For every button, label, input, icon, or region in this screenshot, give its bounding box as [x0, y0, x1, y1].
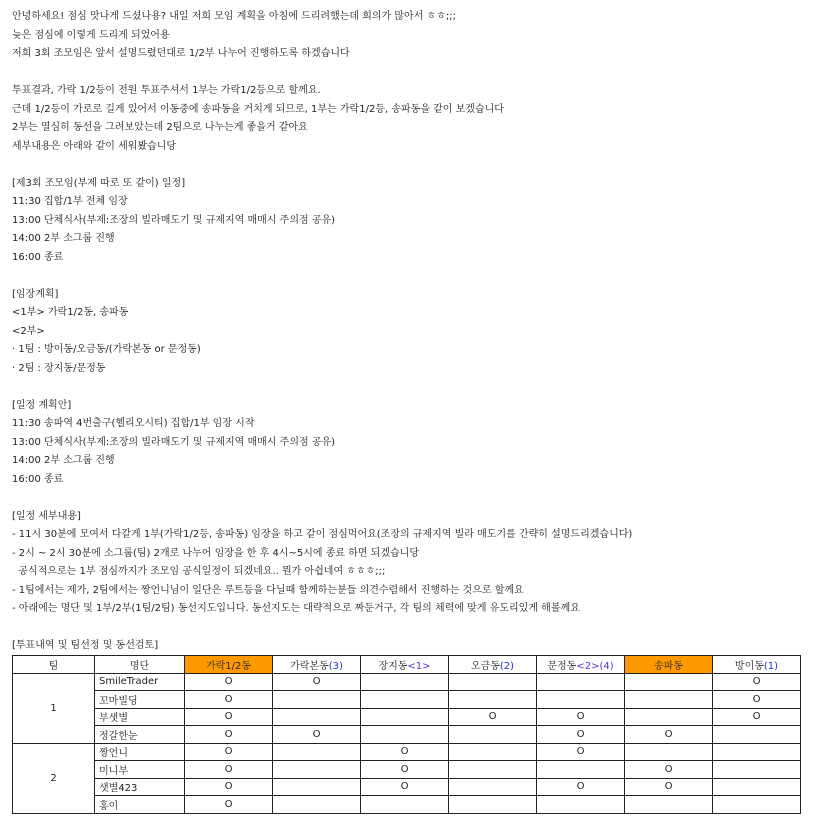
header-team: 팀: [13, 656, 95, 674]
plan-item: · 1팀 : 방이동/오금동/(가락본동 or 문정동): [12, 344, 201, 355]
table-header-row: [13, 656, 801, 674]
schedule-item: 16:00 종료: [12, 251, 64, 263]
vote-mark-cell: [273, 761, 361, 779]
schedule-item: 14:00 2부 소그룹 진행: [12, 233, 115, 244]
vote-mark-cell: O: [361, 778, 449, 796]
vote-note-line: 투표결과, 가락 1/2등이 전원 투표주셔서 1부는 가락1/2등으로 할께요.: [12, 85, 321, 96]
vote-mark-cell: O: [537, 743, 625, 761]
schedule-section: [12, 175, 817, 268]
table-row: [13, 796, 801, 814]
member-name-cell: 꼬마빌딩: [95, 691, 185, 709]
vote-mark-cell: [625, 708, 713, 726]
schedule-plan-item: 11:30 송파역 4번출구(헬리오시티) 집합/1부 임장 시작: [12, 418, 255, 429]
details-item: - 아래에는 명단 및 1부/2부(1팀/2팀) 동선지도입니다. 동선지도는 대략적으로 짜둔거구, 각 팀의 체력에 맞게 유도리있게 해볼께요: [12, 603, 580, 614]
header-rank: <1>: [407, 660, 431, 672]
plan-item: · 2팀 : 장지동/문정동: [12, 362, 106, 374]
vote-mark-cell: [625, 796, 713, 814]
vote-mark-cell: [361, 691, 449, 709]
member-name-cell: 짱언니: [95, 743, 185, 761]
vote-mark-cell: O: [625, 778, 713, 796]
vote-mark-cell: O: [185, 708, 273, 726]
member-name-cell: SmileTrader: [95, 673, 185, 691]
header-rank: (1): [763, 660, 779, 672]
vote-mark-cell: [537, 691, 625, 709]
vote-mark-cell: O: [537, 726, 625, 744]
table-row: [13, 673, 801, 691]
vote-mark-cell: O: [273, 673, 361, 691]
vote-mark-cell: [273, 796, 361, 814]
member-name-cell: 정갈한눈: [95, 726, 185, 744]
intro-line: 늦은 점심에 이렇게 드리게 되었어용: [12, 29, 170, 41]
vote-mark-cell: O: [185, 673, 273, 691]
team-cell: 1: [13, 673, 95, 743]
table-row: [13, 691, 801, 709]
vote-mark-cell: [449, 726, 537, 744]
vote-mark-cell: [625, 673, 713, 691]
vote-mark-cell: [361, 726, 449, 744]
vote-mark-cell: O: [185, 796, 273, 814]
vote-mark-cell: [625, 743, 713, 761]
vote-mark-cell: O: [625, 726, 713, 744]
vote-mark-cell: [713, 743, 801, 761]
vote-mark-cell: O: [185, 778, 273, 796]
plan-title: [임장계획]: [12, 288, 59, 300]
vote-mark-cell: [361, 673, 449, 691]
vote-mark-cell: O: [185, 726, 273, 744]
details-item: - 2시 ~ 2시 30분에 소그룹(팀) 2개로 나누어 임장을 한 후 4시~5시에 종료 하면 되겠습니당: [12, 547, 420, 559]
schedule-plan-title: [일정 계획안]: [12, 399, 72, 411]
vote-mark-cell: [713, 796, 801, 814]
header-label: 가락본동: [290, 660, 329, 672]
member-name-cell: 샛별423: [95, 778, 185, 796]
vote-mark-cell: [625, 691, 713, 709]
header-label: 문정동: [547, 660, 577, 672]
vote-mark-cell: O: [361, 761, 449, 779]
intro-line: 안녕하세요! 점심 맛나게 드셨나용? 내일 저희 모임 계획을 아침에 드리려했는데 회의가 많아서 ㅎㅎ;;;: [12, 11, 456, 22]
intro-line: 저희 3회 조모임은 앞서 설명드렸던대로 1/2부 나누어 진행하도록 하겠습니다: [12, 48, 350, 59]
header-bangi: [713, 656, 801, 674]
vote-mark-cell: O: [273, 726, 361, 744]
header-rank: <2>(4): [576, 660, 614, 672]
vote-mark-cell: [273, 691, 361, 709]
vote-mark-cell: O: [713, 708, 801, 726]
vote-mark-cell: [537, 673, 625, 691]
vote-mark-cell: O: [713, 673, 801, 691]
vote-notes-section: [12, 82, 817, 156]
header-ogeum: [449, 656, 537, 674]
vote-mark-cell: [449, 673, 537, 691]
vote-mark-cell: O: [449, 708, 537, 726]
schedule-plan-section: [12, 397, 817, 490]
table-row: [13, 726, 801, 744]
header-label: 방이동: [734, 660, 764, 672]
vote-mark-cell: O: [625, 761, 713, 779]
header-label: 오금동: [470, 660, 500, 672]
vote-mark-cell: [361, 708, 449, 726]
vote-mark-cell: O: [537, 778, 625, 796]
vote-mark-cell: [273, 708, 361, 726]
header-label: 장지동: [378, 660, 408, 672]
details-item: - 11시 30분에 모여서 다같게 1부(가락1/2등, 송파동) 임장을 하고 같이 점심먹어요(조장의 규제지역 빌라 매도기를 간략히 설명드리겠습니다): [12, 529, 633, 540]
vote-mark-cell: [449, 778, 537, 796]
schedule-item: 11:30 집합/1부 전체 임장: [12, 196, 128, 207]
details-section: [12, 508, 817, 619]
vote-mark-cell: [537, 761, 625, 779]
schedule-plan-item: 13:00 단체식사(부제:조장의 빌라매도기 및 규제지역 매매시 주의점 공유): [12, 436, 336, 448]
header-roster: 명단: [95, 656, 185, 674]
details-item: - 1팀에서는 제가, 2팀에서는 짱언니님이 일단은 루트등을 다닐때 함께하는분들 의견수렴해서 진행하는 것으로 할께요: [12, 584, 524, 596]
vote-mark-cell: [273, 778, 361, 796]
table-body: [13, 673, 801, 813]
schedule-item: 13:00 단체식사(부제:조장의 빌라매도기 및 규제지역 매매시 주의점 공유): [12, 214, 336, 226]
header-rank: (3): [328, 660, 343, 672]
vote-mark-cell: [273, 743, 361, 761]
vote-mark-cell: [449, 691, 537, 709]
post-body: [12, 8, 817, 619]
schedule-plan-item: 14:00 2부 소그룹 진행: [12, 455, 115, 466]
vote-note-line: 2부는 열심히 동선을 그려보았는데 2팀으로 나누는게 좋을거 같아요: [12, 122, 308, 133]
vote-mark-cell: [537, 796, 625, 814]
schedule-plan-item: 16:00 종료: [12, 473, 64, 485]
header-garak12: 가락1/2동: [185, 656, 273, 674]
vote-table: [12, 655, 801, 814]
vote-mark-cell: [713, 778, 801, 796]
schedule-title: [제3회 조모임(부제 따로 또 같이) 일정]: [12, 177, 186, 189]
member-name-cell: 미니부: [95, 761, 185, 779]
table-row: [13, 708, 801, 726]
details-title: [일정 세부내용]: [12, 510, 81, 522]
table-title: [투표내역 및 팀선정 및 동선검토]: [12, 640, 159, 651]
header-songpa: 송파동: [625, 656, 713, 674]
vote-mark-cell: O: [713, 691, 801, 709]
vote-mark-cell: O: [361, 743, 449, 761]
team-cell: 2: [13, 743, 95, 813]
vote-mark-cell: O: [185, 691, 273, 709]
vote-mark-cell: [449, 761, 537, 779]
vote-mark-cell: O: [537, 708, 625, 726]
plan-item: <1부> 가락1/2동, 송파동: [12, 307, 129, 318]
vote-mark-cell: O: [185, 761, 273, 779]
vote-mark-cell: O: [185, 743, 273, 761]
details-item: 공식적으로는 1부 점심까지가 조모임 공식일정이 되겠네요.. 뭔가 아쉽네여 ㅎㅎㅎ;;;: [12, 566, 386, 577]
header-rank: (2): [499, 660, 515, 672]
vote-mark-cell: [713, 726, 801, 744]
table-row: [13, 743, 801, 761]
table-row: [13, 761, 801, 779]
vote-note-line: 근데 1/2등이 가로로 길게 있어서 이동중에 송파동을 거치게 되므로, 1부는 가락1/2등, 송파동을 같이 보겠습니다: [12, 103, 504, 115]
header-jangji: [361, 656, 449, 674]
vote-mark-cell: [361, 796, 449, 814]
header-garak-bon: [273, 656, 361, 674]
vote-mark-cell: [713, 761, 801, 779]
vote-note-line: 세부내용은 아래와 같이 세워봤습니당: [12, 140, 177, 152]
vote-mark-cell: [449, 796, 537, 814]
member-name-cell: 부샛별: [95, 708, 185, 726]
table-row: [13, 778, 801, 796]
member-name-cell: 홍이: [95, 796, 185, 814]
intro-section: [12, 8, 817, 64]
header-munjeong: [537, 656, 625, 674]
plan-item: <2부>: [12, 325, 45, 337]
vote-mark-cell: [449, 743, 537, 761]
plan-section: [12, 286, 817, 379]
